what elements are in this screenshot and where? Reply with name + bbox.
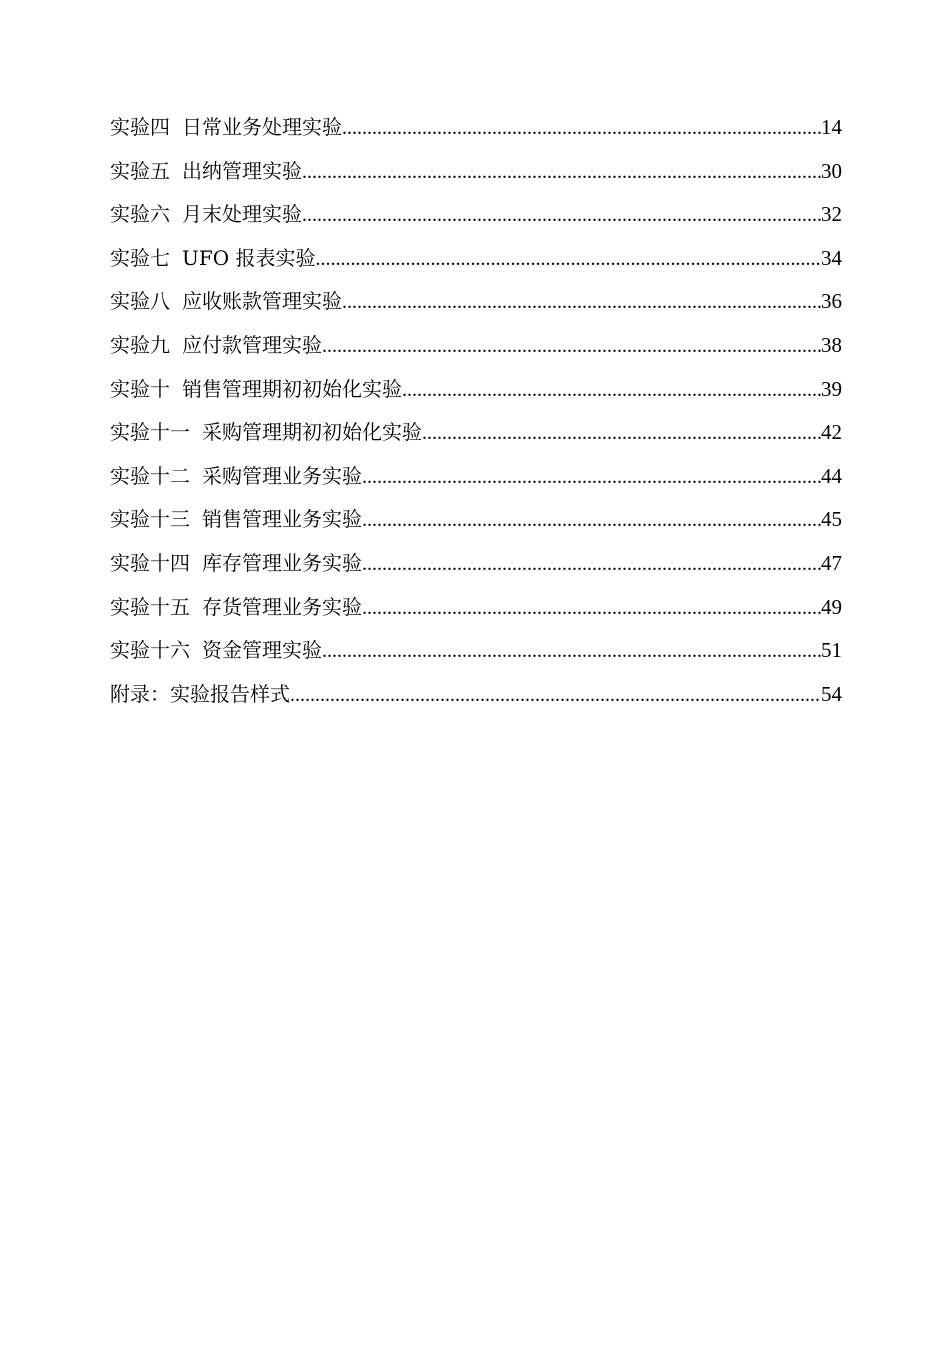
toc-entry-number: 实验五: [110, 158, 170, 183]
toc-entry-page: 47: [821, 550, 842, 575]
toc-entry-title: 出纳管理实验: [182, 158, 302, 183]
toc-entry-lab-14[interactable]: [110, 542, 842, 586]
dot-leader: [302, 194, 821, 238]
toc-entry-page: 54: [821, 681, 842, 706]
toc-entry-title: 月末处理实验: [182, 202, 302, 227]
dot-leader: [362, 499, 821, 543]
toc-entry-title: 销售管理期初初始化实验: [182, 376, 402, 401]
toc-entry-title: 销售管理业务实验: [202, 507, 362, 532]
toc-entry-lab-6[interactable]: [110, 193, 842, 237]
toc-entry-title: 采购管理期初初始化实验: [202, 420, 422, 445]
toc-entry-title: 日常业务处理实验: [182, 115, 342, 139]
toc-entry-number: 实验十: [110, 376, 170, 401]
toc-entry-lab-16[interactable]: [110, 629, 842, 673]
toc-entry-lab-11[interactable]: [110, 411, 842, 455]
toc-entry-page: 34: [821, 245, 842, 270]
toc-entry-number: 实验十三: [110, 507, 190, 532]
toc-entry-number: 实验十二: [110, 463, 190, 488]
toc-entry-page: 32: [821, 202, 842, 227]
dot-leader: [362, 543, 821, 587]
toc-entry-title: 存货管理业务实验: [202, 594, 362, 619]
dot-leader: [290, 674, 821, 718]
toc-entry-lab-7[interactable]: [110, 237, 842, 281]
dot-leader: [322, 630, 821, 674]
toc-entry-number: 附录：: [110, 681, 170, 706]
toc-entry-lab-13[interactable]: [110, 498, 842, 542]
toc-entry-page: 42: [821, 420, 842, 445]
toc-entry-page: 45: [821, 507, 842, 532]
dot-leader: [322, 325, 821, 369]
toc-entry-page: 36: [821, 289, 842, 314]
dot-leader: [302, 151, 821, 195]
toc-entry-number: 实验十五: [110, 594, 190, 619]
toc-entry-number: 实验四: [110, 115, 170, 139]
dot-leader: [362, 587, 821, 631]
toc-entry-title: 应付款管理实验: [182, 332, 322, 357]
toc-entry-number: 实验八: [110, 289, 170, 314]
toc-entry-appendix[interactable]: [110, 673, 842, 717]
toc-entry-lab-5[interactable]: [110, 150, 842, 194]
toc-entry-title: 采购管理业务实验: [202, 463, 362, 488]
toc-entry-page: 51: [821, 638, 842, 663]
toc-entry-number: 实验十六: [110, 638, 190, 663]
toc-entry-page: 39: [821, 376, 842, 401]
toc-entry-page: 49: [821, 594, 842, 619]
toc-entry-number: 实验十四: [110, 550, 190, 575]
toc-entry-title: UFO 报表实验: [182, 245, 316, 270]
dot-leader: [316, 238, 822, 282]
toc-entry-title: 资金管理实验: [202, 638, 322, 663]
toc-entry-lab-8[interactable]: [110, 280, 842, 324]
toc-entry-title: 库存管理业务实验: [202, 550, 362, 575]
toc-entry-page: 30: [821, 158, 842, 183]
toc-entry-lab-10[interactable]: [110, 368, 842, 412]
toc-entry-title: 应收账款管理实验: [182, 289, 342, 314]
toc-entry-number: 实验七: [110, 245, 170, 270]
dot-leader: [342, 107, 821, 151]
toc-entry-page: 38: [821, 332, 842, 357]
toc-entry-number: 实验十一: [110, 420, 190, 445]
toc-entry-lab-12[interactable]: [110, 455, 842, 499]
dot-leader: [362, 456, 821, 500]
toc-entry-lab-15[interactable]: [110, 586, 842, 630]
dot-leader: [342, 281, 821, 325]
toc-entry-number: 实验九: [110, 332, 170, 357]
dot-leader: [422, 412, 821, 456]
toc-entry-lab-9[interactable]: [110, 324, 842, 368]
toc-entry-title: 实验报告样式: [170, 681, 290, 706]
toc-entry-number: 实验六: [110, 202, 170, 227]
toc-entry-lab-4[interactable]: [110, 106, 842, 150]
table-of-contents: [110, 106, 842, 716]
dot-leader: [402, 369, 821, 413]
toc-entry-page: 44: [821, 463, 842, 488]
toc-entry-page: 14: [821, 115, 842, 139]
